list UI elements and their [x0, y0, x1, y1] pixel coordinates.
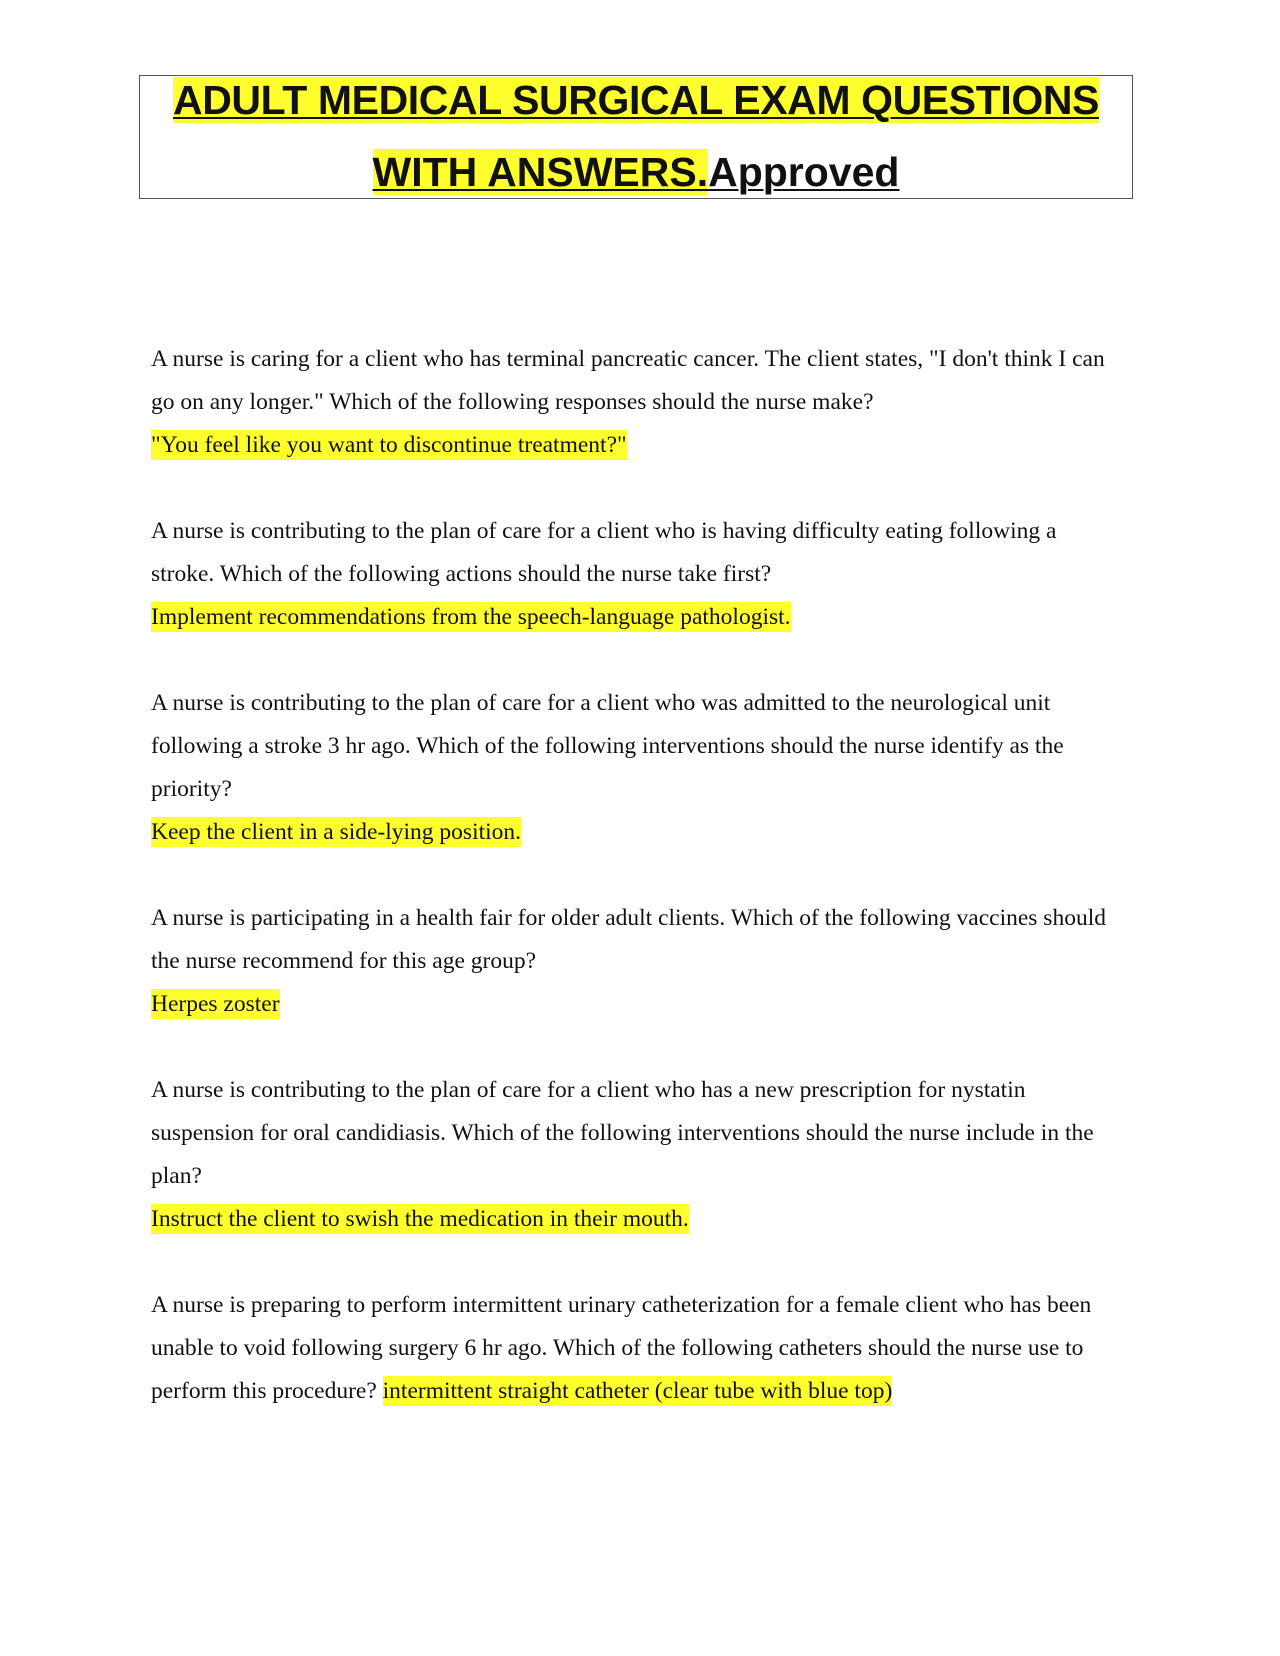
qa-item-4: [151, 897, 1111, 1026]
qa-item-2: [151, 510, 1111, 639]
answer-highlight: Keep the client in a side-lying position.: [151, 819, 522, 845]
question-text: A nurse is contributing to the plan of care for a client who was admitted to the neurological unit following a stroke 3 hr ago. Which of the following interventions should the nurse identify as the priority?: [151, 690, 1064, 802]
question-text-inline: A nurse is preparing to perform intermittent urinary catheterization for a female client who has been unable to void following surgery 6 hr ago. Which of the following catheters should the nurse use to perform this procedure?: [151, 1292, 1092, 1404]
answer-highlight: "You feel like you want to discontinue treatment?": [151, 432, 627, 458]
qa-item-6: [151, 1284, 1111, 1413]
question-text: A nurse is caring for a client who has terminal pancreatic cancer. The client states, "I don't think I can go on any longer." Which of the following responses should the nurse make?: [151, 346, 1105, 415]
question-text: A nurse is participating in a health fair for older adult clients. Which of the following vaccines should the nurse recommend for this age group?: [151, 905, 1106, 974]
qa-item-5: [151, 1069, 1111, 1241]
title-text-part-1: ADULT MEDICAL SURGICAL EXAM QUESTIONS: [173, 77, 1099, 123]
title-text-part-2: WITH ANSWERS.: [372, 149, 709, 195]
answer-text: [151, 596, 1111, 639]
answer-highlight: Implement recommendations from the speech-language pathologist.: [151, 604, 791, 630]
qa-item-3: [151, 682, 1111, 854]
title-line-1: [140, 77, 1132, 123]
answer-text: [151, 811, 1111, 854]
document-title: [139, 75, 1133, 199]
qa-item-1: [151, 338, 1111, 467]
question-text: A nurse is contributing to the plan of care for a client who has a new prescription for nystatin suspension for oral candidiasis. Which of the following interventions should the nurse include in the plan?: [151, 1077, 1094, 1189]
answer-highlight: intermittent straight catheter (clear tube with blue top): [382, 1378, 893, 1404]
title-approved-label: Approved: [708, 149, 900, 195]
answer-highlight: Instruct the client to swish the medication in their mouth.: [151, 1206, 689, 1232]
answer-text: [151, 983, 1111, 1026]
title-line-2: [140, 149, 1132, 195]
answer-text: [151, 1198, 1111, 1241]
answer-highlight: Herpes zoster: [151, 991, 280, 1017]
question-text: A nurse is contributing to the plan of care for a client who is having difficulty eating following a stroke. Which of the following actions should the nurse take first?: [151, 518, 1057, 587]
qa-list: [151, 338, 1111, 1456]
question-text: [151, 1284, 1111, 1413]
answer-text: [151, 424, 1111, 467]
